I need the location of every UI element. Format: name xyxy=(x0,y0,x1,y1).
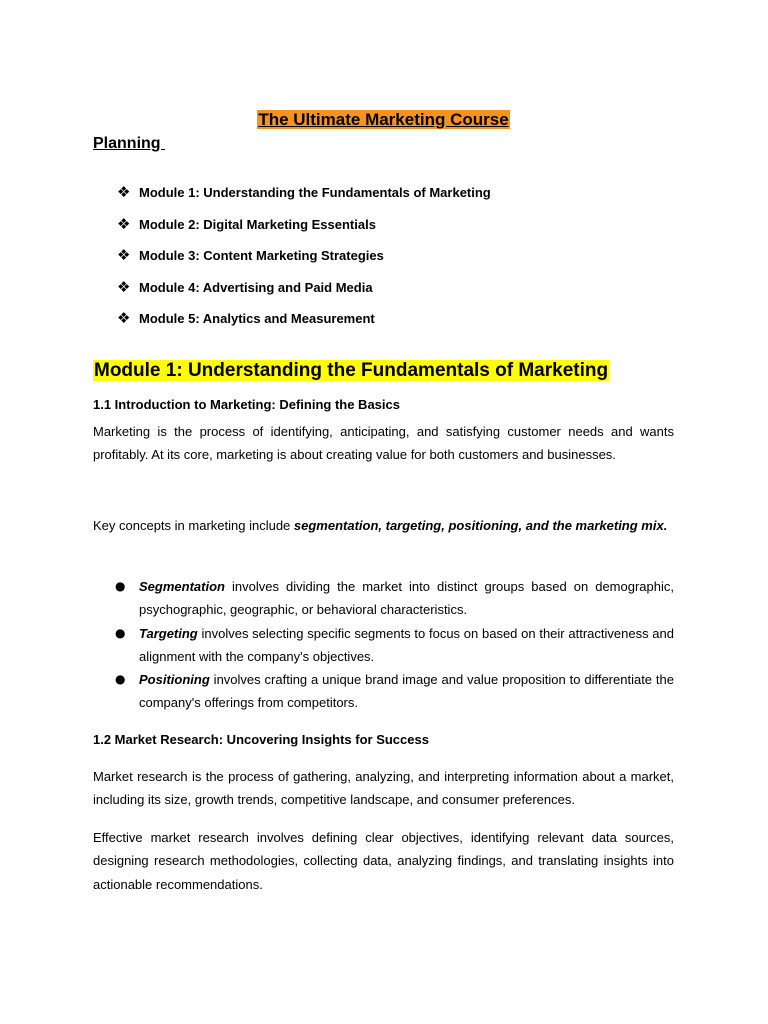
list-item xyxy=(117,214,491,246)
diamond-bullet-icon: ❖ xyxy=(117,183,131,201)
list-item xyxy=(117,277,491,309)
subsection-heading-1-2: 1.2 Market Research: Uncovering Insights for Success xyxy=(93,732,429,747)
paragraph-marketing-definition: Marketing is the process of identifying, anticipating, and satisfying customer needs and wants profitably. At its core, marketing is about creating value for both customers and businesses. xyxy=(93,424,674,463)
diamond-bullet-icon: ❖ xyxy=(117,277,131,296)
key-concepts-lead: Key concepts in marketing include xyxy=(93,518,294,533)
diamond-bullet-icon: ❖ xyxy=(117,309,131,327)
module-item-label: Module 4: Advertising and Paid Media xyxy=(139,279,373,295)
list-item xyxy=(93,575,674,621)
section-heading-text: Module 1: Understanding the Fundamentals of Marketing xyxy=(94,360,609,381)
concept-bullet-list xyxy=(93,575,674,715)
paragraph-key-concepts xyxy=(93,514,674,537)
bullet-text: involves selecting specific segments to focus on based on their attractiveness and alignment with the company's objectives. xyxy=(139,625,674,664)
module-item-label: Module 2: Digital Marketing Essentials xyxy=(139,216,376,232)
module-item-label: Module 1: Understanding the Fundamentals of Marketing xyxy=(139,185,491,200)
bullet-dot-icon: ● xyxy=(115,579,126,593)
bullet-term: Segmentation xyxy=(139,579,225,594)
module-item-label: Module 5: Analytics and Measurement xyxy=(139,311,375,326)
module-item-label: Module 3: Content Marketing Strategies xyxy=(139,248,384,263)
planning-heading: Planning xyxy=(93,135,165,152)
list-item xyxy=(117,245,491,277)
bullet-text: involves crafting a unique brand image and value proposition to differentiate the company's offerings from competitors. xyxy=(139,672,674,710)
bullet-dot-icon: ● xyxy=(115,625,126,640)
bullet-text: involves dividing the market into distinct groups based on demographic, psychographic, geographic, or behavioral characteristics. xyxy=(139,579,674,617)
bullet-dot-icon: ● xyxy=(115,672,126,686)
document-title xyxy=(93,109,674,131)
subsection-heading-1-1: 1.1 Introduction to Marketing: Defining the Basics xyxy=(93,397,400,412)
diamond-bullet-icon: ❖ xyxy=(117,246,131,264)
key-concepts-emphasis: segmentation, targeting, positioning, and the marketing mix. xyxy=(293,518,668,533)
list-item xyxy=(117,182,491,214)
paragraph-effective-research: Effective market research involves defining clear objectives, identifying relevant data sources, designing research methodologies, collecting data, analyzing findings, and translating insights into actionable recommendations. xyxy=(93,830,674,892)
list-item xyxy=(93,622,674,668)
list-item xyxy=(117,308,491,340)
module-list xyxy=(117,182,491,340)
paragraph-market-research-definition: Market research is the process of gathering, analyzing, and interpreting information about a market, including its size, growth trends, competitive landscape, and consumer preferences. xyxy=(93,769,674,808)
list-item xyxy=(93,668,674,714)
section-heading xyxy=(93,358,609,384)
diamond-bullet-icon: ❖ xyxy=(117,214,131,233)
document-title-text: The Ultimate Marketing Course xyxy=(258,110,509,129)
bullet-term: Positioning xyxy=(139,672,210,687)
bullet-term: Targeting xyxy=(139,625,198,641)
